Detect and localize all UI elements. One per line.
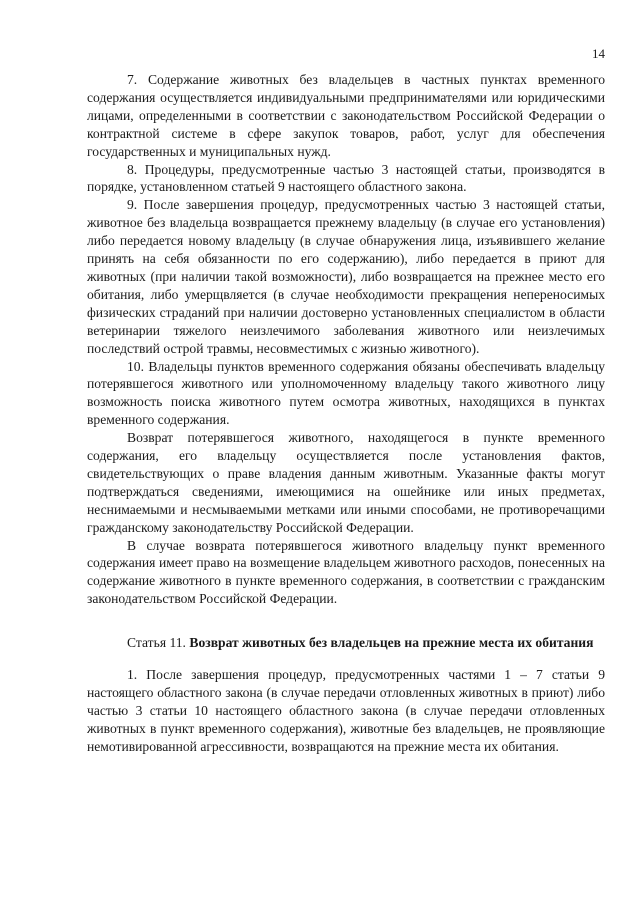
article-paragraph-1: 1. После завершения процедур, предусмотренных частями 1 – 7 статьи 9 настоящего областного закона (в случае передачи отловленных животных в приют) либо частью 3 статьи 10 настоящего областного закона (в случае передачи отловленных животных в пункт временного содержания), животные без владельцев, не проявляющие немотивированной агрессивности, возвращаются на прежние места их обитания. — [87, 667, 605, 754]
paragraph-10: 10. Владельцы пунктов временного содержания обязаны обеспечивать владельцу потерявшегося животного или уполномоченному владельцу такого животного лицу возможность поиска животного путем осмотра животных, находящихся в пунктах временного содержания. — [87, 358, 605, 428]
page-number: 14 — [592, 46, 605, 61]
paragraph-8: 8. Процедуры, предусмотренные частью 3 настоящей статьи, производятся в порядке, установленном статьей 9 настоящего областного закона. — [87, 161, 605, 195]
paragraph-9: 9. После завершения процедур, предусмотренных частью 3 настоящей статьи, животное без владельца возвращается прежнему владельцу (в случае его установления) либо передается новому владельцу (в случае обнаружения лица, изъявившего желание принять на себя обязанности по его содержанию), либо передается в приют для животных (при наличии такой возможности), либо возвращается на прежнее место его обитания, либо умерщвляется (в случае необходимости прекращения непереносимых физических страданий при наличии достоверно установленных специалистом в области ветеринарии тяжелого неизлечимого заболевания животного или неизлечимых последствий острой травмы, несовместимых с жизнью животного). — [87, 197, 605, 356]
paragraph-return-of-lost-animal: Возврат потерявшегося животного, находящегося в пункте временного содержания, его владельцу осуществляется после установления фактов, свидетельствующих о праве владения данным животным. Указанные факты могут подтверждаться сведениями, имеющимися на ошейнике или иных предметах, неснимаемыми и несмываемыми метками или иными способами, не противоречащими гражданскому законодательству Российской Федерации. — [87, 430, 605, 535]
paragraph-cost-compensation: В случае возврата потерявшегося животного владельцу пункт временного содержания имеет право на возмещение владельцем животного расходов, понесенных на содержание животного в пункте временного содержания, в соответствии с гражданским законодательством Российской Федерации. — [87, 537, 605, 607]
article-heading — [87, 634, 605, 652]
document-body — [87, 71, 605, 756]
section-spacer — [87, 608, 605, 621]
article-number: Статья 11. — [127, 635, 186, 651]
paragraph-7: 7. Содержание животных без владельцев в частных пунктах временного содержания осуществляется индивидуальными предпринимателями или юридическими лицами, определенными в соответствии с законодательством Российской Федерации о контрактной системе в сфере закупок товаров, работ, услуг для обеспечения государственных и муниципальных нужд. — [87, 72, 605, 159]
article-title: Возврат животных без владельцев на прежние места их обитания — [189, 635, 594, 651]
